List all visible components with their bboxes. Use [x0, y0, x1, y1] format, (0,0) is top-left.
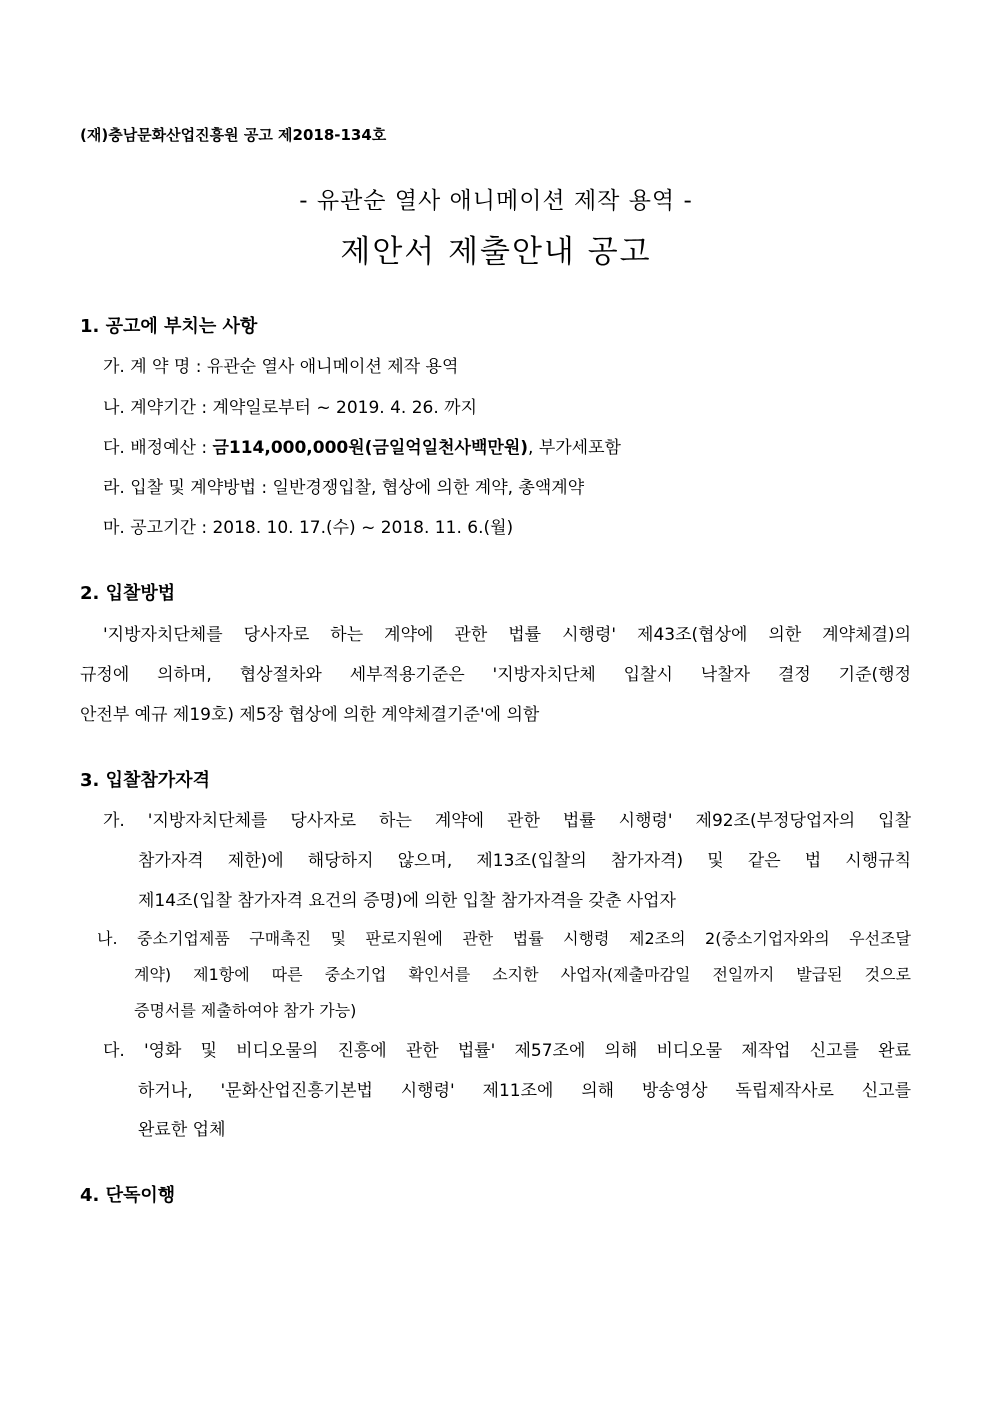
- qualification-ga-line-2: 참가자격 제한)에 해당하지 않으며, 제13조(입찰의 참가자격) 및 같은 법 시행규칙: [138, 851, 911, 871]
- bidding-method-line-2: 규정에 의하며, 협상절차와 세부적용기준은 '지방자치단체 입찰시 낙찰자 결정 기준(행정: [80, 665, 911, 685]
- qualification-ga-line-1: 가. '지방자치단체를 당사자로 하는 계약에 관한 법률 시행령' 제92조(부정당업자의 입찰: [103, 811, 911, 831]
- budget-item: [103, 433, 621, 458]
- contract-name-item: 가. 계 약 명 : 유관순 열사 애니메이션 제작 용역: [103, 357, 459, 377]
- notice-number: (재)충남문화산업진흥원 공고 제2018-134호: [80, 126, 387, 144]
- qualification-na-line-3: 증명서를 제출하여야 참가 가능): [134, 1001, 357, 1020]
- budget-note: , 부가세포함: [528, 438, 621, 458]
- qualification-na-line-1: 나. 중소기업제품 구매촉진 및 판로지원에 관한 법률 시행령 제2조의 2(중소기업자와의 우선조달: [97, 929, 911, 948]
- project-subtitle: - 유관순 열사 애니메이션 제작 용역 -: [299, 188, 693, 214]
- section-3-heading: 3. 입찰참가자격: [80, 770, 210, 791]
- section-1-heading: 1. 공고에 부치는 사항: [80, 316, 258, 337]
- budget-label: 다. 배정예산 :: [103, 438, 213, 458]
- notice-period-item: 마. 공고기간 : 2018. 10. 17.(수) ~ 2018. 11. 6.(월): [103, 518, 514, 538]
- qualification-da-line-3: 완료한 업체: [138, 1120, 226, 1140]
- bidding-method-item: 라. 입찰 및 계약방법 : 일반경쟁입찰, 협상에 의한 계약, 총액계약: [103, 478, 585, 498]
- section-4-heading: 4. 단독이행: [80, 1185, 176, 1206]
- bidding-method-line-3: 안전부 예규 제19호) 제5장 협상에 의한 계약체결기준'에 의함: [80, 705, 540, 725]
- contract-period-item: 나. 계약기간 : 계약일로부터 ~ 2019. 4. 26. 까지: [103, 398, 478, 418]
- page-title: 제안서 제출안내 공고: [340, 234, 652, 270]
- bidding-method-line-1: '지방자치단체를 당사자로 하는 계약에 관한 법률 시행령' 제43조(협상에 의한 계약체결)의: [103, 625, 911, 645]
- qualification-da-line-2: 하거나, '문화산업진흥기본법 시행령' 제11조에 의해 방송영상 독립제작사로 신고를: [138, 1081, 911, 1101]
- qualification-ga-line-3: 제14조(입찰 참가자격 요건의 증명)에 의한 입찰 참가자격을 갖춘 사업자: [138, 891, 676, 911]
- qualification-da-line-1: 다. '영화 및 비디오물의 진흥에 관한 법률' 제57조에 의해 비디오물 제작업 신고를 완료: [103, 1041, 911, 1061]
- section-2-heading: 2. 입찰방법: [80, 583, 176, 604]
- budget-amount: 금114,000,000원(금일억일천사백만원): [212, 438, 529, 458]
- qualification-na-line-2: 계약) 제1항에 따른 중소기업 확인서를 소지한 사업자(제출마감일 전일까지 발급된 것으로: [134, 965, 911, 984]
